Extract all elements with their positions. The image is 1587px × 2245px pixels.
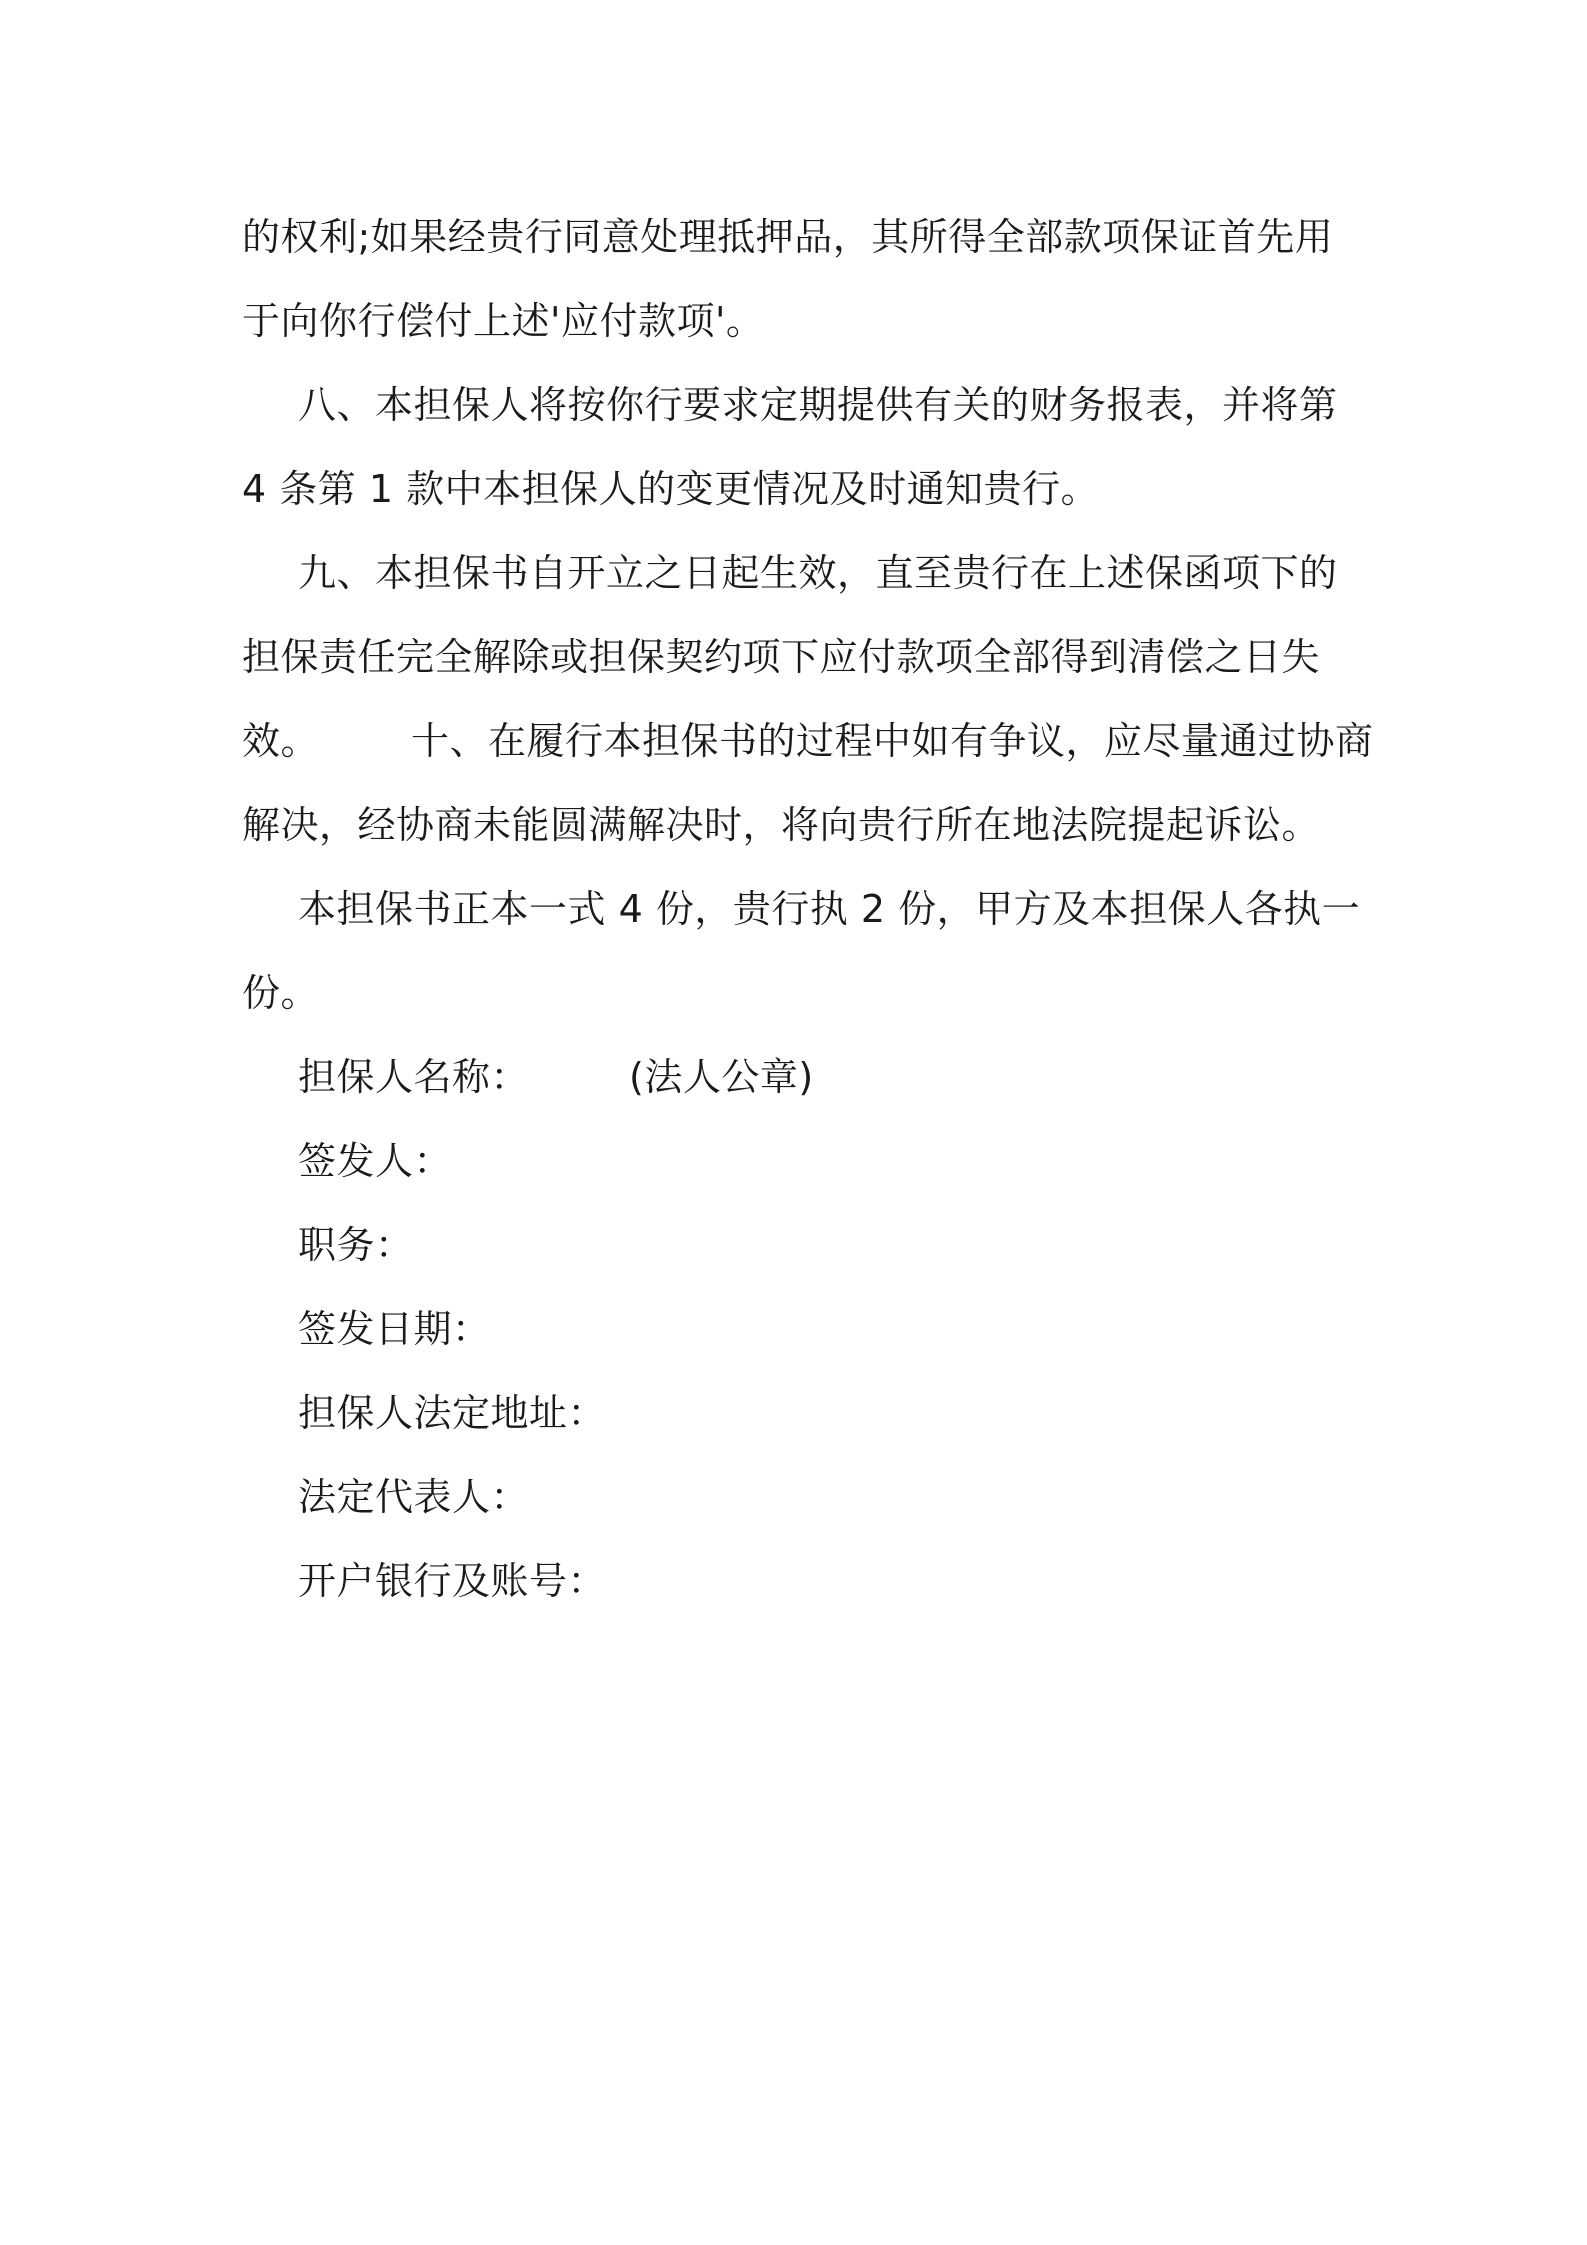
guarantor-name-row [242, 1035, 1362, 1119]
copies-line: 份。 [242, 971, 320, 1015]
clause-nine-line: 九、本担保书自开立之日起生效，直至贵行在上述保函项下的 [298, 551, 1338, 595]
clause-ten-start: 十、在履行本担保书的过程中如有争议，应尽量通过协商 [411, 719, 1374, 763]
issuer-label: 签发人： [298, 1139, 453, 1183]
clause-nine-end: 效。 [242, 719, 320, 763]
copies-line: 本担保书正本一式 4 份，贵行执 2 份，甲方及本担保人各执一 [298, 887, 1361, 931]
legal-address-label: 担保人法定地址： [298, 1391, 607, 1435]
document-body [242, 195, 1374, 1623]
bank-account-label: 开户银行及账号： [298, 1559, 607, 1603]
clause-ten-line: 解决，经协商未能圆满解决时，将向贵行所在地法院提起诉讼。 [242, 803, 1321, 847]
clause-nine-line: 担保责任完全解除或担保契约项下应付款项全部得到清偿之日失 [242, 635, 1321, 679]
issue-date-label: 签发日期： [298, 1307, 491, 1351]
paragraph-line: 的权利;如果经贵行同意处理抵押品，其所得全部款项保证首先用 [242, 215, 1334, 259]
seal-label: (法人公章) [629, 1055, 814, 1099]
position-label: 职务： [298, 1223, 414, 1267]
guarantor-name-label: 担保人名称： [298, 1055, 530, 1099]
clause-eight-line: 八、本担保人将按你行要求定期提供有关的财务报表，并将第 [298, 383, 1338, 427]
legal-rep-label: 法定代表人： [298, 1475, 530, 1519]
clause-nine-ten-line [242, 699, 1374, 783]
clause-eight-line: 4 条第 1 款中本担保人的变更情况及时通知贵行。 [242, 467, 1100, 511]
paragraph-line: 于向你行偿付上述'应付款项'。 [242, 299, 765, 343]
